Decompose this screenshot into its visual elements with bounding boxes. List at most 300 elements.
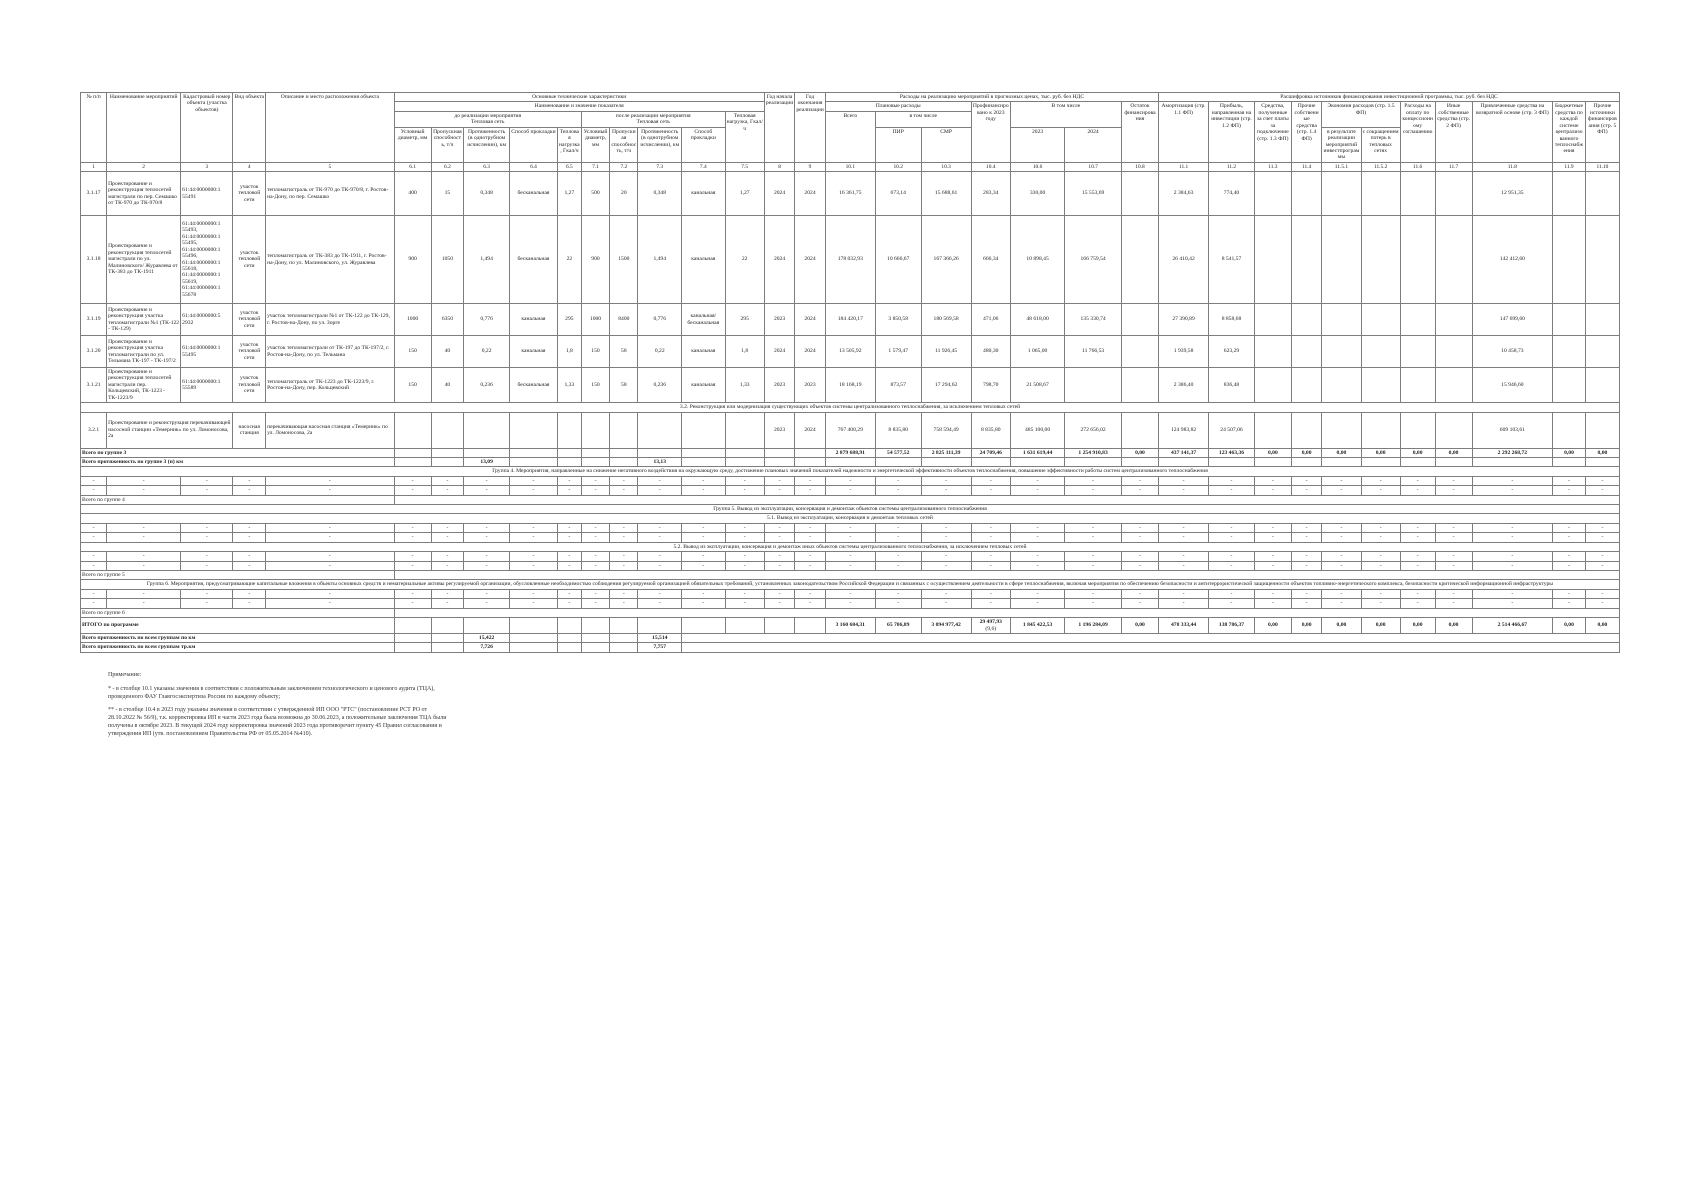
cell-smr: 167 366,26 [921, 216, 971, 304]
dash-cell: - [1121, 561, 1158, 570]
total-group-3-row [81, 448, 1620, 457]
cell-savings-b [1361, 172, 1400, 216]
dash-cell: - [1400, 561, 1435, 570]
cell-capacity-after: 8400 [610, 304, 638, 336]
cell-profit: 836,48 [1209, 368, 1255, 403]
cell-profit: 8 541,57 [1209, 216, 1255, 304]
cell-savings-a: 0,00 [1322, 448, 1361, 457]
cell-total: 178 032,93 [825, 216, 875, 304]
dash-cell: - [971, 589, 1010, 598]
dash-cell: - [1472, 561, 1553, 570]
dash-cell: - [557, 552, 581, 561]
investment-program-sheet [80, 92, 1620, 653]
cell-diameter: 400 [394, 172, 431, 216]
cell-y2024: 166 759,54 [1065, 216, 1122, 304]
dash-cell: - [1121, 486, 1158, 495]
cell-load: 1,33 [557, 368, 581, 403]
cell-budget [1553, 304, 1586, 336]
dash-cell: - [394, 523, 431, 532]
dash-cell: - [1322, 589, 1361, 598]
cell-y2023: 1 631 619,44 [1010, 448, 1064, 457]
col-fin2023-header: Профинансировано к 2023 году [971, 102, 1010, 162]
dash-cell: - [1472, 599, 1553, 608]
dash-cell: - [1435, 589, 1472, 598]
cell-profit: 24 507,06 [1209, 412, 1255, 448]
cell-kind: участок тепловой сети [233, 216, 266, 304]
column-number: 11.10 [1585, 162, 1619, 171]
dash-cell: - [1159, 552, 1209, 561]
cell-year-start: 2023 [764, 304, 794, 336]
dash-cell: - [1553, 561, 1586, 570]
section-row [81, 542, 1620, 551]
dash-cell: - [394, 486, 431, 495]
cell-smr: 15 688,61 [921, 172, 971, 216]
cell-funds [1254, 172, 1291, 216]
dash-cell: - [795, 552, 825, 561]
empty-row [81, 486, 1620, 495]
section-row [81, 505, 1620, 514]
dash-cell: - [1553, 552, 1586, 561]
empty-rows [81, 523, 1620, 542]
cell-pir: 1 579,47 [875, 336, 921, 368]
col-load2-header: Тепловая нагрузка, Гкал/ч [725, 111, 764, 162]
cell-fin2023: 24 709,46 [971, 448, 1010, 457]
total-label: Всего по группе 5 [81, 571, 395, 580]
dash-cell: - [921, 552, 971, 561]
cell-location: участок тепломагистрали №1 от ТК-122 до ТК-129, г. Ростов-на-Дону, по ул. Зорге [266, 304, 394, 336]
dash-cell: - [1254, 486, 1291, 495]
dash-cell: - [1585, 486, 1619, 495]
length-label: Всего протяженность по всем группам тр.км [81, 643, 395, 652]
dash-cell: - [81, 552, 107, 561]
dash-cell: - [1435, 486, 1472, 495]
cell-name: Проектирование и реконструкция теплосетей магистрали по ул. Малиновского/ Журавлева от ТК-383 до ТК-1911 [107, 216, 181, 304]
dash-cell: - [1400, 552, 1435, 561]
column-number: 11.2 [1209, 162, 1255, 171]
cell-savings-a [1322, 304, 1361, 336]
dash-cell: - [181, 476, 233, 485]
cell-borrowed: 2 292 268,72 [1472, 448, 1553, 457]
cell-length-after: 1,494 [638, 216, 682, 304]
cell-diameter-after: 150 [581, 336, 609, 368]
cell-other-src [1585, 216, 1619, 304]
col-funds-header: Средства, полученные за счет платы за подключение (стр. 1.3 ФП) [1254, 102, 1291, 162]
dash-cell: - [1121, 523, 1158, 532]
dash-cell: - [1553, 486, 1586, 495]
table-row [81, 368, 1620, 403]
cell-method: бесканальная [509, 368, 557, 403]
dash-cell: - [638, 476, 682, 485]
cell-method-after: канальная [682, 172, 726, 216]
cell-length-after: 0,22 [638, 336, 682, 368]
dash-cell: - [764, 589, 794, 598]
cell-year-end: 2024 [795, 172, 825, 216]
length-total-row [81, 643, 1620, 652]
heatnet-label: Тепловая сеть [636, 119, 670, 126]
cell-number: 3.1.18 [81, 216, 107, 304]
dash-cell: - [725, 523, 764, 532]
dash-cell: - [581, 589, 609, 598]
dash-cell: - [971, 561, 1010, 570]
cell-name: Проектирование и реконструкция участка тепломагистрали №1 (ТК-122 - ТК-129) [107, 304, 181, 336]
dash-cell: - [610, 589, 638, 598]
dash-cell: - [509, 552, 557, 561]
cell-remainder [1121, 336, 1158, 368]
section-row [81, 580, 1620, 589]
column-number: 6.2 [431, 162, 464, 171]
dash-cell: - [638, 523, 682, 532]
cell-capacity: 6350 [431, 304, 464, 336]
dash-cell: - [1585, 476, 1619, 485]
cell-y2023: 1 845 422,53 [1010, 618, 1064, 634]
grand-total-row [81, 618, 1620, 634]
cell-repay [1400, 336, 1435, 368]
dash-cell: - [795, 486, 825, 495]
col-remainder-header: Остаток финансирования [1121, 102, 1158, 162]
note-2: ** - в столбце 10.4 в 2023 году указаны значения в соответствии с утвержденной ИП ООО "РТС" (постановление РСТ РО от 28.10.2022 № 56/9), т.к. корректировка ИП в части 2023 года была возможна до 30.06.2023, а положительные заключения ТЦА были получены в октябре 2023. В текущей 2024 году корректировка значений 2023 года противоречит пункту 45 Правил согласования и утверждения ИП (утв. постановлением Правительства РФ от 05.05.2014 №410). [108, 707, 447, 737]
dash-cell: - [181, 561, 233, 570]
cell-funds [1254, 336, 1291, 368]
cell-borrowed: 609 103,61 [1472, 412, 1553, 448]
col-other-own-header: Прочие собственные средства (стр. 1.4 ФП) [1291, 102, 1321, 162]
cell-kind: участок тепловой сети [233, 172, 266, 216]
cell-pir: 10 666,67 [875, 216, 921, 304]
dash-cell: - [1585, 599, 1619, 608]
cell-remainder: 0,00 [1121, 618, 1158, 634]
cell-load: 1,27 [557, 172, 581, 216]
cell-budget: 0,00 [1553, 448, 1586, 457]
col-repay-header: Расходы на оплату по концессионному соглашению [1400, 102, 1435, 162]
cell-borrowed: 10 458,73 [1472, 336, 1553, 368]
dash-cell: - [825, 486, 875, 495]
dash-cell: - [394, 589, 431, 598]
cell-year-start: 2023 [764, 412, 794, 448]
cell-kind: участок тепловой сети [233, 304, 266, 336]
fin2023-note: (9,6) [985, 625, 997, 632]
cell-load: 295 [557, 304, 581, 336]
dash-cell: - [81, 561, 107, 570]
dash-cell: - [725, 599, 764, 608]
cell-capacity-after: 58 [610, 336, 638, 368]
empty-rows [81, 589, 1620, 608]
cell-y2023: 1 065,00 [1010, 336, 1064, 368]
cell-profit: 138 786,37 [1209, 618, 1255, 634]
cell-repay: 0,00 [1400, 618, 1435, 634]
dash-cell: - [610, 523, 638, 532]
dash-cell: - [1435, 476, 1472, 485]
cell-y2024: 135 330,74 [1065, 304, 1122, 336]
cell-length-before: 7,726 [464, 643, 510, 652]
dash-cell: - [266, 589, 394, 598]
col-planned-header: Плановые расходы [825, 102, 971, 111]
col-diam-header: Условный диаметр, мм [394, 127, 431, 162]
dash-cell: - [875, 476, 921, 485]
cell-name: Проектирование и реконструкция перекачивающей насосной станции «Темерник» по ул. Ломоносова, 2а [107, 412, 233, 448]
table-row [81, 336, 1620, 368]
dash-cell: - [725, 476, 764, 485]
col-total-header: Всего [825, 111, 875, 162]
cell-budget [1553, 216, 1586, 304]
empty-rows [81, 552, 1620, 571]
dash-cell: - [1553, 476, 1586, 485]
cell-method: бесканальная [509, 216, 557, 304]
col-profit-header: Прибыль, направленная на инвестиции (стр. 1.2 ФП) [1209, 102, 1255, 162]
cell-capacity: 40 [431, 368, 464, 403]
length-after-row [81, 633, 1620, 642]
cell-location: тепломагистраль от ТК-1223 до ТК-1223/9, г. Ростов-на-Дону, пер. Кольцевский [266, 368, 394, 403]
cell-other-src [1585, 172, 1619, 216]
column-number: 9 [795, 162, 825, 171]
dash-cell: - [825, 561, 875, 570]
notes-title: Примечание: [108, 672, 142, 678]
dash-cell: - [638, 533, 682, 542]
dash-cell: - [81, 533, 107, 542]
column-number: 10.7 [1065, 162, 1122, 171]
dash-cell: - [1553, 599, 1586, 608]
dash-cell: - [1121, 533, 1158, 542]
heatnet-label: Тепловая сеть [471, 119, 505, 126]
dash-cell: - [266, 552, 394, 561]
cell-length-after: 13,13 [638, 457, 682, 466]
dash-cell: - [557, 523, 581, 532]
table-header-row [81, 93, 1620, 102]
dash-cell: - [581, 486, 609, 495]
dash-cell: - [1159, 599, 1209, 608]
dash-cell: - [81, 486, 107, 495]
col-budget-header: Бюджетные средства по каждой системе централизованного теплоснабжения [1553, 102, 1586, 162]
cell-amort: 437 141,37 [1159, 448, 1209, 457]
cell-pir: 54 577,52 [875, 448, 921, 457]
dash-cell: - [581, 552, 609, 561]
dash-cell: - [1322, 552, 1361, 561]
dash-cell: - [971, 523, 1010, 532]
dash-cell: - [764, 486, 794, 495]
cell-load-after: 1,8 [725, 336, 764, 368]
dash-cell: - [107, 589, 181, 598]
empty-row [81, 589, 1620, 598]
cell-cadastral: 61:44:0000000:1 55491 [181, 172, 233, 216]
cell-diameter: 150 [394, 368, 431, 403]
table-row [81, 216, 1620, 304]
dash-cell: - [764, 523, 794, 532]
dash-cell: - [795, 523, 825, 532]
cell-funds [1254, 368, 1291, 403]
cell-number: 3.2.1 [81, 412, 107, 448]
dash-cell: - [81, 523, 107, 532]
dash-cell: - [971, 486, 1010, 495]
dash-cell: - [1121, 599, 1158, 608]
dash-cell: - [610, 599, 638, 608]
cell-diameter: 900 [394, 216, 431, 304]
dash-cell: - [1435, 552, 1472, 561]
cell-other [1435, 216, 1472, 304]
dash-cell: - [875, 552, 921, 561]
dash-cell: - [266, 561, 394, 570]
empty-row [81, 599, 1620, 608]
dash-cell: - [795, 476, 825, 485]
dash-cell: - [1065, 561, 1122, 570]
dash-cell: - [266, 476, 394, 485]
cell-length-before: 15,422 [464, 633, 510, 642]
dash-cell: - [825, 523, 875, 532]
dash-cell: - [464, 533, 510, 542]
dash-cell: - [1322, 523, 1361, 532]
column-number: 11.9 [1553, 162, 1586, 171]
dash-cell: - [921, 561, 971, 570]
empty-row [81, 476, 1620, 485]
cell-method-after: канальная/бесканальная [682, 304, 726, 336]
dash-cell: - [431, 599, 464, 608]
dash-cell: - [795, 533, 825, 542]
dash-cell: - [1209, 589, 1255, 598]
column-number: 7.3 [638, 162, 682, 171]
cell-length-after: 0,348 [638, 172, 682, 216]
dash-cell: - [1291, 486, 1321, 495]
cell-year-start: 2023 [764, 368, 794, 403]
dash-cell: - [1121, 589, 1158, 598]
dash-cell: - [1553, 523, 1586, 532]
cell-profit: 123 463,36 [1209, 448, 1255, 457]
cell-year-end: 2024 [795, 304, 825, 336]
cell-location: тепломагистраль от ТК-970 до ТК-970/8, г. Ростов-на-Дону, по пер. Семашко [266, 172, 394, 216]
dash-cell: - [107, 533, 181, 542]
cell-method-after: канальная [682, 368, 726, 403]
dash-cell: - [682, 552, 726, 561]
dash-cell: - [638, 486, 682, 495]
cell-savings-a [1322, 336, 1361, 368]
dash-cell: - [921, 589, 971, 598]
cell-length-before: 13,09 [464, 457, 510, 466]
cell-profit: 623,29 [1209, 336, 1255, 368]
cell-remainder [1121, 304, 1158, 336]
dash-cell: - [1585, 561, 1619, 570]
dash-cell: - [725, 561, 764, 570]
dash-cell: - [1065, 599, 1122, 608]
cell-amort: 478 333,44 [1159, 618, 1209, 634]
column-number: 8 [764, 162, 794, 171]
dash-cell: - [1291, 599, 1321, 608]
dash-cell: - [431, 533, 464, 542]
cell-load-after: 1,33 [725, 368, 764, 403]
total-group-5-row [81, 571, 1620, 580]
cell-y2023: 10 898,45 [1010, 216, 1064, 304]
cell-borrowed: 147 699,60 [1472, 304, 1553, 336]
dash-cell: - [233, 523, 266, 532]
note-1: * - в столбце 10.1 указаны значения в соответствии с положительным заключением технологического и ценового аудита (ТЦА), проведенного ФАУ Главгосэкспертиза России по каждому объекту; [108, 685, 435, 700]
col-number-header: № п/п [81, 93, 107, 163]
cell-name: Проектирование и реконструкция теплосетей магистрали пер. Кольцевский, ТК-1223 - ТК-1223/9 [107, 368, 181, 403]
dash-cell: - [1361, 552, 1400, 561]
dash-cell: - [638, 589, 682, 598]
fin2023-value: 29 497,93 [979, 619, 1002, 626]
dash-cell: - [1209, 523, 1255, 532]
investment-program-table [80, 92, 1620, 653]
dash-cell: - [431, 486, 464, 495]
total-label: Всего по группе 3 [81, 448, 395, 457]
cell-number: 3.1.20 [81, 336, 107, 368]
dash-cell: - [610, 552, 638, 561]
empty-rows [81, 476, 1620, 495]
dash-cell: - [464, 476, 510, 485]
cell-borrowed: 15 946,60 [1472, 368, 1553, 403]
dash-cell: - [509, 523, 557, 532]
cell-budget: 0,00 [1553, 618, 1586, 634]
column-number: 11.1 [1159, 162, 1209, 171]
cell-length: 0,776 [464, 304, 510, 336]
cell-cadastral: 61:44:0000000:5 2932 [181, 304, 233, 336]
dash-cell: - [107, 486, 181, 495]
dash-cell: - [795, 589, 825, 598]
dash-cell: - [266, 533, 394, 542]
cell-location: тепломагистраль от ТК-383 до ТК-1911, г. Ростов-на-Дону, по ул. Малиновского, ул. Журавлева [266, 216, 394, 304]
section-row [81, 514, 1620, 523]
col-length2-header: Протяженность (в однотрубном исчислении), км [638, 127, 682, 162]
cell-year-end: 2024 [795, 336, 825, 368]
cell-other-own [1291, 336, 1321, 368]
dash-cell: - [464, 561, 510, 570]
cell-diameter-after: 1000 [581, 304, 609, 336]
cell-location: участок тепломагистрали от ТК-197 до ТК-197/2, г. Ростов-на-Дону, по ул. Тельмана [266, 336, 394, 368]
dash-cell: - [1361, 561, 1400, 570]
cell-total: 767 400,29 [825, 412, 875, 448]
cell-method: канальная [509, 304, 557, 336]
cell-diameter-after: 150 [581, 368, 609, 403]
dash-cell: - [1159, 561, 1209, 570]
dash-cell: - [1472, 476, 1553, 485]
col-amort-header: Амортизация (стр. 1.1 ФП) [1159, 102, 1209, 162]
dash-cell: - [1209, 552, 1255, 561]
cell-other-own [1291, 368, 1321, 403]
cell-savings-b [1361, 368, 1400, 403]
dash-cell: - [1472, 486, 1553, 495]
dash-cell: - [610, 561, 638, 570]
col-kind-header: Вид объекта [233, 93, 266, 163]
dash-cell: - [181, 599, 233, 608]
cell-y2024: 11 766,53 [1065, 336, 1122, 368]
dash-cell: - [764, 533, 794, 542]
dash-cell: - [725, 589, 764, 598]
col-tech-header: Основные технические характеристики [394, 93, 764, 102]
notes-block [108, 672, 453, 739]
col-incl-years-header: В том числе [1010, 102, 1121, 127]
cell-diameter: 1000 [394, 304, 431, 336]
column-number: 10.2 [875, 162, 921, 171]
cell-cadastral: 61:44:0000000:1 55493, 61:44:0000000:1 55495, 61:44:0000000:1 55496, 61:44:0000000:1 55618, 61:44:0000000:1 55619, 61:44:0000000:1 55678 [181, 216, 233, 304]
dash-cell: - [1472, 523, 1553, 532]
cell-smr: 3 094 977,42 [921, 618, 971, 634]
cell-total: 2 879 688,91 [825, 448, 875, 457]
dash-cell: - [1361, 599, 1400, 608]
dash-cell: - [875, 589, 921, 598]
column-number: 11.5.2 [1361, 162, 1400, 171]
dash-cell: - [971, 599, 1010, 608]
dash-cell: - [509, 476, 557, 485]
cell-budget [1553, 368, 1586, 403]
dash-cell: - [1209, 476, 1255, 485]
dash-cell: - [682, 476, 726, 485]
cell-total: 3 160 684,31 [825, 618, 875, 634]
dash-cell: - [1159, 486, 1209, 495]
dash-cell: - [971, 533, 1010, 542]
cell-name: Проектирование и реконструкция теплосетей магистрали по пер. Семашко от ТК-970 до ТК-970/8 [107, 172, 181, 216]
cell-savings-b [1361, 216, 1400, 304]
cell-year-end: 2023 [795, 368, 825, 403]
cell-budget [1553, 336, 1586, 368]
cell-number: 3.1.17 [81, 172, 107, 216]
col-savings-header: Экономия расходов (стр. 1.5 ФП) [1322, 102, 1400, 127]
dash-cell: - [875, 561, 921, 570]
dash-cell: - [509, 599, 557, 608]
